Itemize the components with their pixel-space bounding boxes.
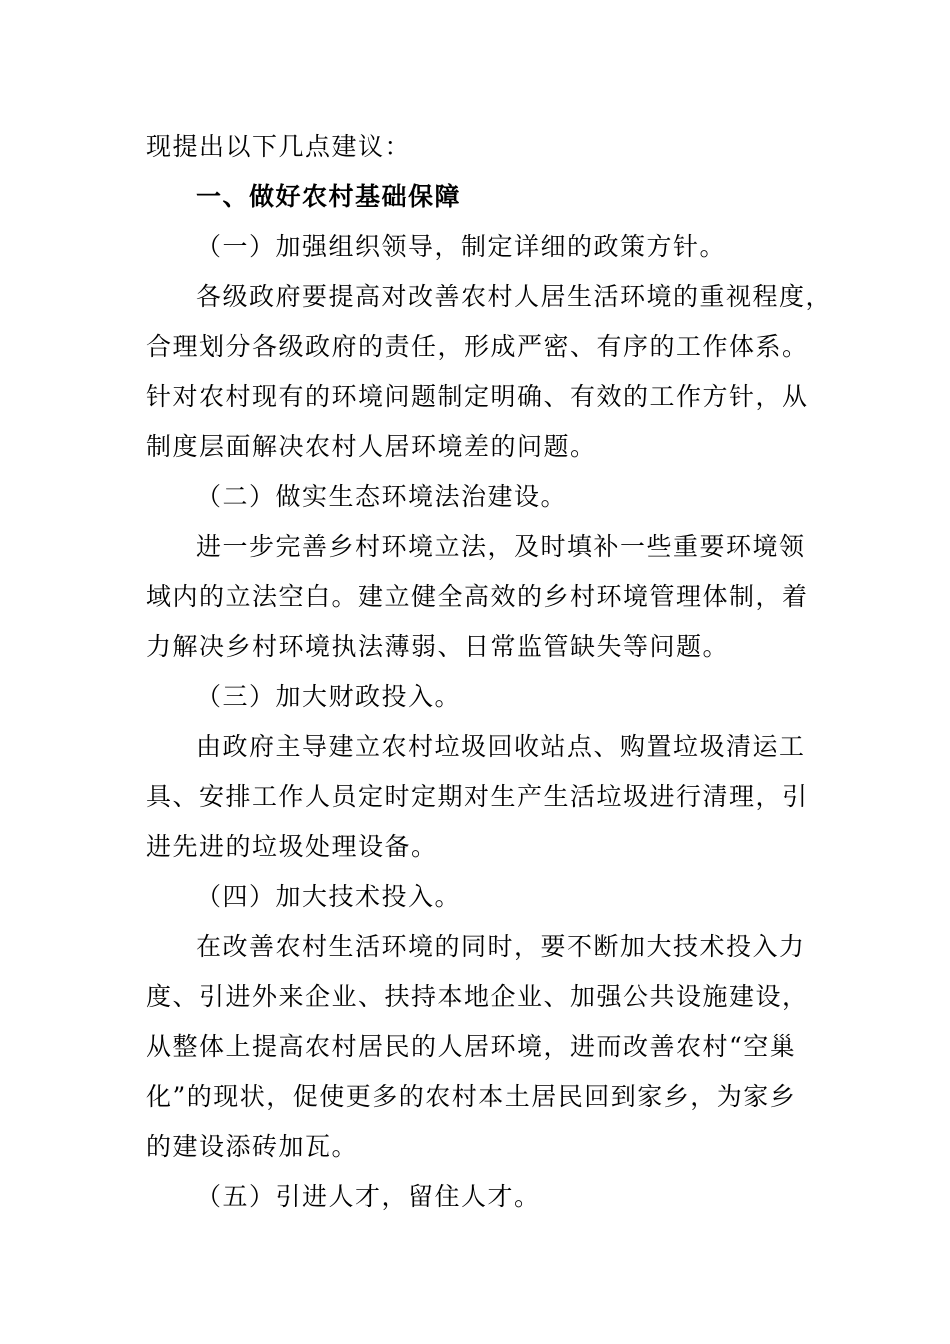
item-3-heading: （三）加大财政投入。 [196,682,462,711]
paragraph-line: 的建设添砖加瓦。 [146,1132,359,1161]
paragraph-line: 由政府主导建立农村垃圾回收站点、购置垃圾清运工 [196,732,806,761]
paragraph-line: 针对农村现有的环境问题制定明确、有效的工作方针，从 [146,382,809,411]
item-4-paragraph [146,922,809,1172]
paragraph-line: 化”的现状，促使更多的农村本土居民回到家乡，为家乡 [146,1082,797,1111]
item-3-paragraph [146,722,809,872]
paragraph-line: 力解决乡村环境执法薄弱、日常监管缺失等问题。 [146,632,730,661]
paragraph-line: 度、引进外来企业、扶持本地企业、加强公共设施建设， [146,982,809,1011]
item-1-paragraph [146,272,833,472]
section-title: 一、做好农村基础保障 [196,182,462,211]
paragraph-line: 在改善农村生活环境的同时，要不断加大技术投入力 [196,932,806,961]
item-1-heading: （一）加强组织领导，制定详细的政策方针。 [196,232,727,261]
item-2-heading: （二）做实生态环境法治建设。 [196,482,568,511]
intro-text: 现提出以下几点建议： [146,132,412,161]
paragraph-line: 进先进的垃圾处理设备。 [146,832,438,861]
paragraph-line: 合理划分各级政府的责任，形成严密、有序的工作体系。 [146,332,809,361]
item-4-heading: （四）加大技术投入。 [196,882,462,911]
paragraph-line: 具、安排工作人员定时定期对生产生活垃圾进行清理，引 [146,782,809,811]
paragraph-line: 各级政府要提高对改善农村人居生活环境的重视程度， [196,282,833,311]
paragraph-line: 进一步完善乡村环境立法，及时填补一些重要环境领 [196,532,806,561]
paragraph-line: 从整体上提高农村居民的人居环境，进而改善农村“空巢 [146,1032,797,1061]
paragraph-line: 域内的立法空白。建立健全高效的乡村环境管理体制，着 [146,582,809,611]
paragraph-line: 制度层面解决农村人居环境差的问题。 [146,432,597,461]
document-page [146,122,833,1222]
item-5-heading: （五）引进人才，留住人才。 [196,1182,541,1211]
item-2-paragraph [146,522,809,672]
